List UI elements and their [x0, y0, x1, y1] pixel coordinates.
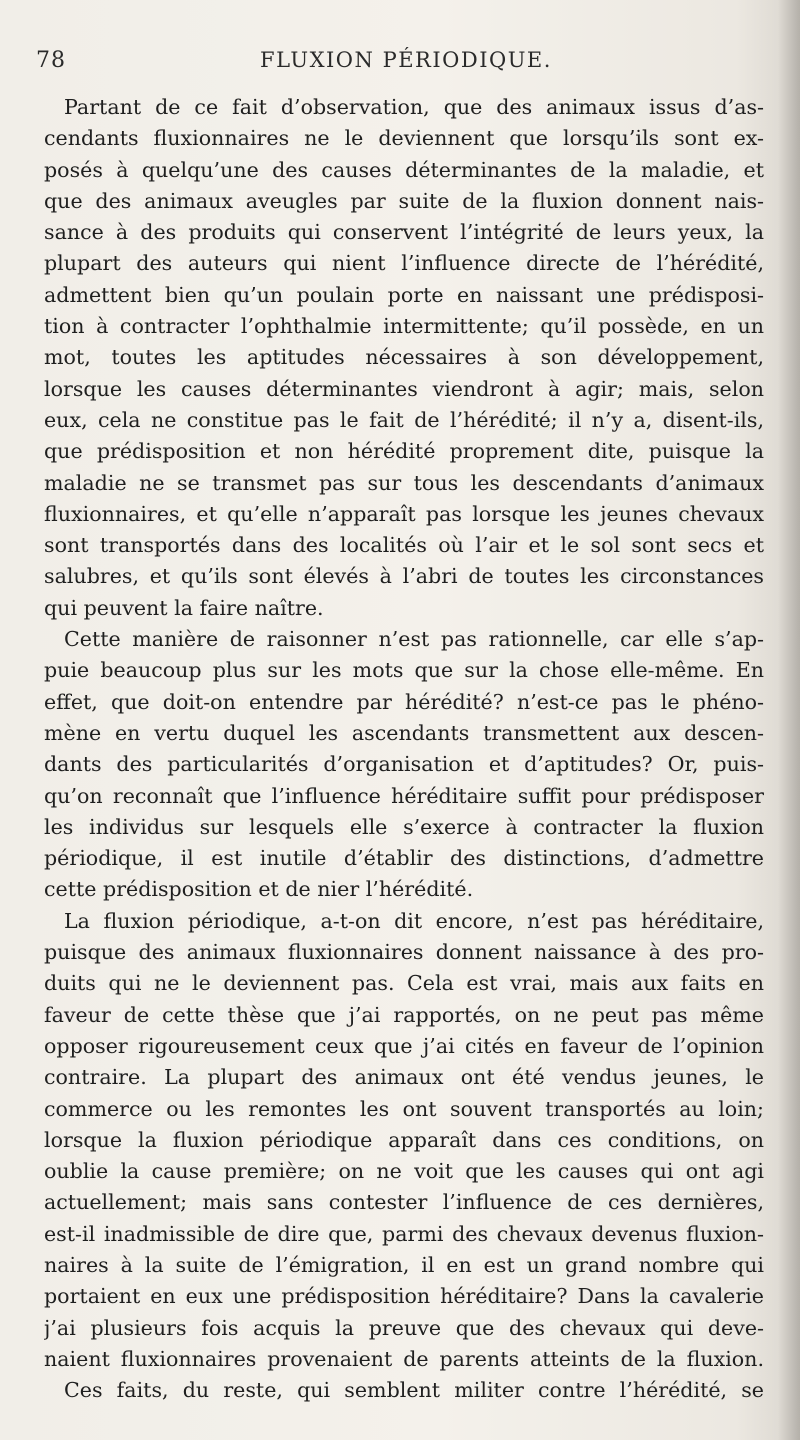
paragraph [44, 906, 764, 1375]
text-line: effet, que doit-on entendre par hérédité? n’est-ce pas le phéno- [44, 689, 764, 714]
text-line: cendants fluxionnaires ne le deviennent que lorsqu’ils sont ex- [44, 126, 764, 151]
text-line: admettent bien qu’un poulain porte en naissant une prédisposi- [44, 282, 764, 307]
text-line: lorsque la fluxion périodique apparaît dans ces conditions, on [44, 1127, 764, 1152]
page-number: 78 [36, 48, 66, 73]
text-line: que prédisposition et non hérédité proprement dite, puisque la [44, 439, 764, 464]
text-line: naient fluxionnaires provenaient de parents atteints de la fluxion. [44, 1346, 764, 1371]
running-title: FLUXION PÉRIODIQUE. [260, 48, 552, 72]
text-line: commerce ou les remontes les ont souvent transportés au loin; [44, 1096, 764, 1121]
text-line: eux, cela ne constitue pas le fait de l’hérédité; il n’y a, disent-ils, [44, 407, 764, 432]
text-line: oublie la cause première; on ne voit que les causes qui ont agi [44, 1159, 764, 1184]
text-line: périodique, il est inutile d’établir des distinctions, d’admettre [44, 846, 764, 871]
paragraph [44, 624, 764, 906]
text-line: naires à la suite de l’émigration, il en est un grand nombre qui [44, 1252, 764, 1277]
text-line: contraire. La plupart des animaux ont été vendus jeunes, le [44, 1065, 764, 1090]
text-line: qui peuvent la faire naître. [44, 595, 324, 620]
text-line: qu’on reconnaît que l’influence héréditaire suffit pour prédisposer [44, 783, 764, 808]
page-gutter-shadow [778, 0, 800, 1440]
text-line: salubres, et qu’ils sont élevés à l’abri de toutes les circonstances [44, 564, 764, 589]
text-line: tion à contracter l’ophthalmie intermittente; qu’il possède, en un [44, 314, 764, 339]
text-line: puie beaucoup plus sur les mots que sur la chose elle-même. En [44, 658, 764, 683]
text-line: cette prédisposition et de nier l’hérédité. [44, 877, 474, 902]
text-line: sance à des produits qui conservent l’intégrité de leurs yeux, la [44, 220, 764, 245]
body-text [44, 92, 764, 1406]
text-line: mène en vertu duquel les ascendants transmettent aux descen- [44, 720, 764, 745]
page-header [36, 40, 756, 80]
text-line: mot, toutes les aptitudes nécessaires à son développement, [44, 345, 764, 370]
text-line: portaient en eux une prédisposition héréditaire? Dans la cavalerie [44, 1284, 764, 1309]
text-line: les individus sur lesquels elle s’exerce à contracter la fluxion [44, 814, 764, 839]
text-line: opposer rigoureusement ceux que j’ai cités en faveur de l’opinion [44, 1033, 764, 1058]
text-line: maladie ne se transmet pas sur tous les descendants d’animaux [44, 470, 764, 495]
text-line: dants des particularités d’organisation et d’aptitudes? Or, puis- [44, 752, 764, 777]
text-line: actuellement; mais sans contester l’influence de ces dernières, [44, 1190, 764, 1215]
text-line: Cette manière de raisonner n’est pas rationnelle, car elle s’ap- [64, 627, 764, 652]
text-line: faveur de cette thèse que j’ai rapportés, on ne peut pas même [44, 1002, 764, 1027]
text-line: lorsque les causes déterminantes viendront à agir; mais, selon [44, 376, 764, 401]
paragraph [44, 92, 764, 624]
text-line: j’ai plusieurs fois acquis la preuve que des chevaux qui deve- [44, 1315, 764, 1340]
text-line: Partant de ce fait d’observation, que des animaux issus d’as- [64, 95, 764, 119]
text-line: que des animaux aveugles par suite de la fluxion donnent nais- [44, 188, 764, 213]
text-line: puisque des animaux fluxionnaires donnent naissance à des pro- [44, 940, 764, 965]
text-line: plupart des auteurs qui nient l’influence directe de l’hérédité, [44, 251, 764, 276]
text-line: fluxionnaires, et qu’elle n’apparaît pas lorsque les jeunes chevaux [44, 501, 764, 526]
text-line: Ces faits, du reste, qui semblent militer contre l’hérédité, se [64, 1378, 764, 1403]
text-line: posés à quelqu’une des causes déterminantes de la maladie, et [44, 157, 764, 182]
text-line: est-il inadmissible de dire que, parmi des chevaux devenus fluxion- [44, 1221, 764, 1246]
text-line: sont transportés dans des localités où l’air et le sol sont secs et [44, 533, 764, 558]
text-line: La fluxion périodique, a-t-on dit encore, n’est pas héréditaire, [64, 908, 764, 933]
paragraph [44, 1375, 764, 1406]
text-line: duits qui ne le deviennent pas. Cela est vrai, mais aux faits en [44, 971, 764, 996]
